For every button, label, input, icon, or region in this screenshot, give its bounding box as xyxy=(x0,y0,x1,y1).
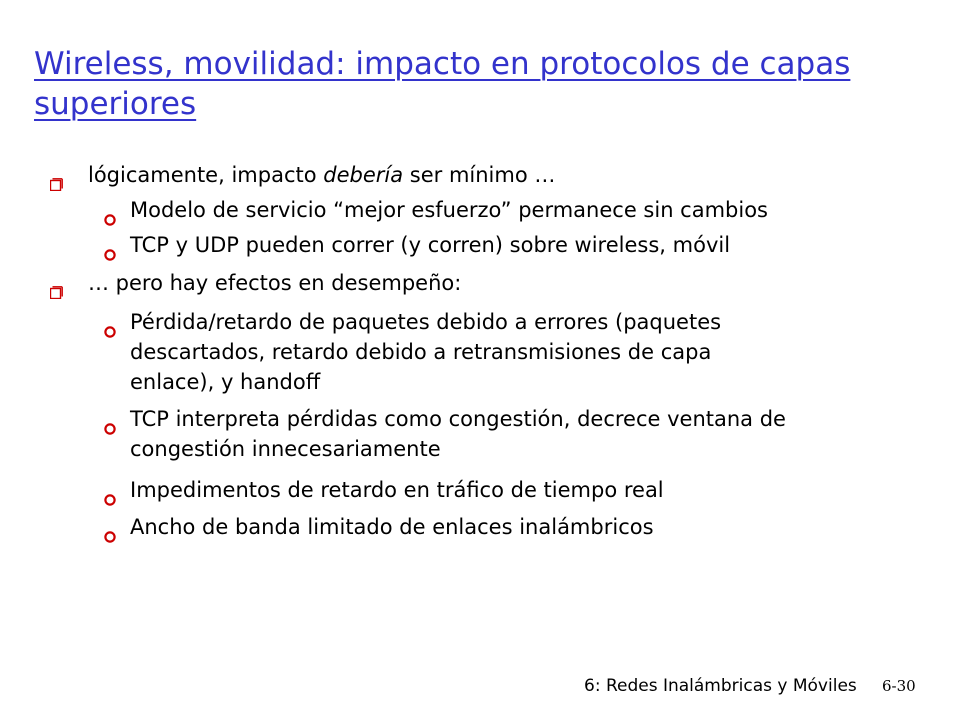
sub-bullet-item xyxy=(104,195,768,225)
circle-bullet-icon xyxy=(104,239,116,251)
sub-bullet-item xyxy=(104,307,721,337)
square-checkbox-bullet-icon xyxy=(50,169,63,182)
bullet-item xyxy=(50,268,461,298)
footer-page-number: 6-30 xyxy=(882,677,916,695)
sub-bullet-continuation xyxy=(104,337,711,367)
sub-bullet-text: TCP y UDP pueden correr (y corren) sobre wireless, móvil xyxy=(130,233,731,257)
bullet-text: lógicamente, impacto debería ser mínimo … xyxy=(88,163,556,187)
sub-bullet-continuation xyxy=(104,367,320,397)
sub-bullet-item xyxy=(104,475,664,505)
footer-course-title: 6: Redes Inalámbricas y Móviles xyxy=(584,676,857,696)
sub-bullet-text: enlace), y handoff xyxy=(130,370,321,394)
sub-bullet-text: congestión innecesariamente xyxy=(130,437,441,461)
bullet-item xyxy=(50,160,555,190)
sub-bullet-item xyxy=(104,230,730,260)
sub-bullet-text: Modelo de servicio “mejor esfuerzo” permanece sin cambios xyxy=(130,198,768,222)
circle-bullet-icon xyxy=(104,413,116,425)
sub-bullet-text: Impedimentos de retardo en tráfico de tiempo real xyxy=(130,478,664,502)
sub-bullet-text: Pérdida/retardo de paquetes debido a errores (paquetes xyxy=(130,310,722,334)
circle-bullet-icon xyxy=(104,521,116,533)
circle-bullet-icon xyxy=(104,204,116,216)
slide-title: Wireless, movilidad: impacto en protocolos de capas superiores xyxy=(34,46,851,122)
sub-bullet-text: Ancho de banda limitado de enlaces inalámbricos xyxy=(130,515,654,539)
sub-bullet-continuation xyxy=(104,434,441,464)
sub-bullet-item xyxy=(104,404,786,434)
circle-bullet-icon xyxy=(104,316,116,328)
sub-bullet-item xyxy=(104,512,654,542)
bullet-text: … pero hay efectos en desempeño: xyxy=(88,271,462,295)
sub-bullet-text: TCP interpreta pérdidas como congestión, decrece ventana de xyxy=(130,407,786,431)
circle-bullet-icon xyxy=(104,484,116,496)
square-checkbox-bullet-icon xyxy=(50,277,63,290)
sub-bullet-text: descartados, retardo debido a retransmisiones de capa xyxy=(130,340,712,364)
